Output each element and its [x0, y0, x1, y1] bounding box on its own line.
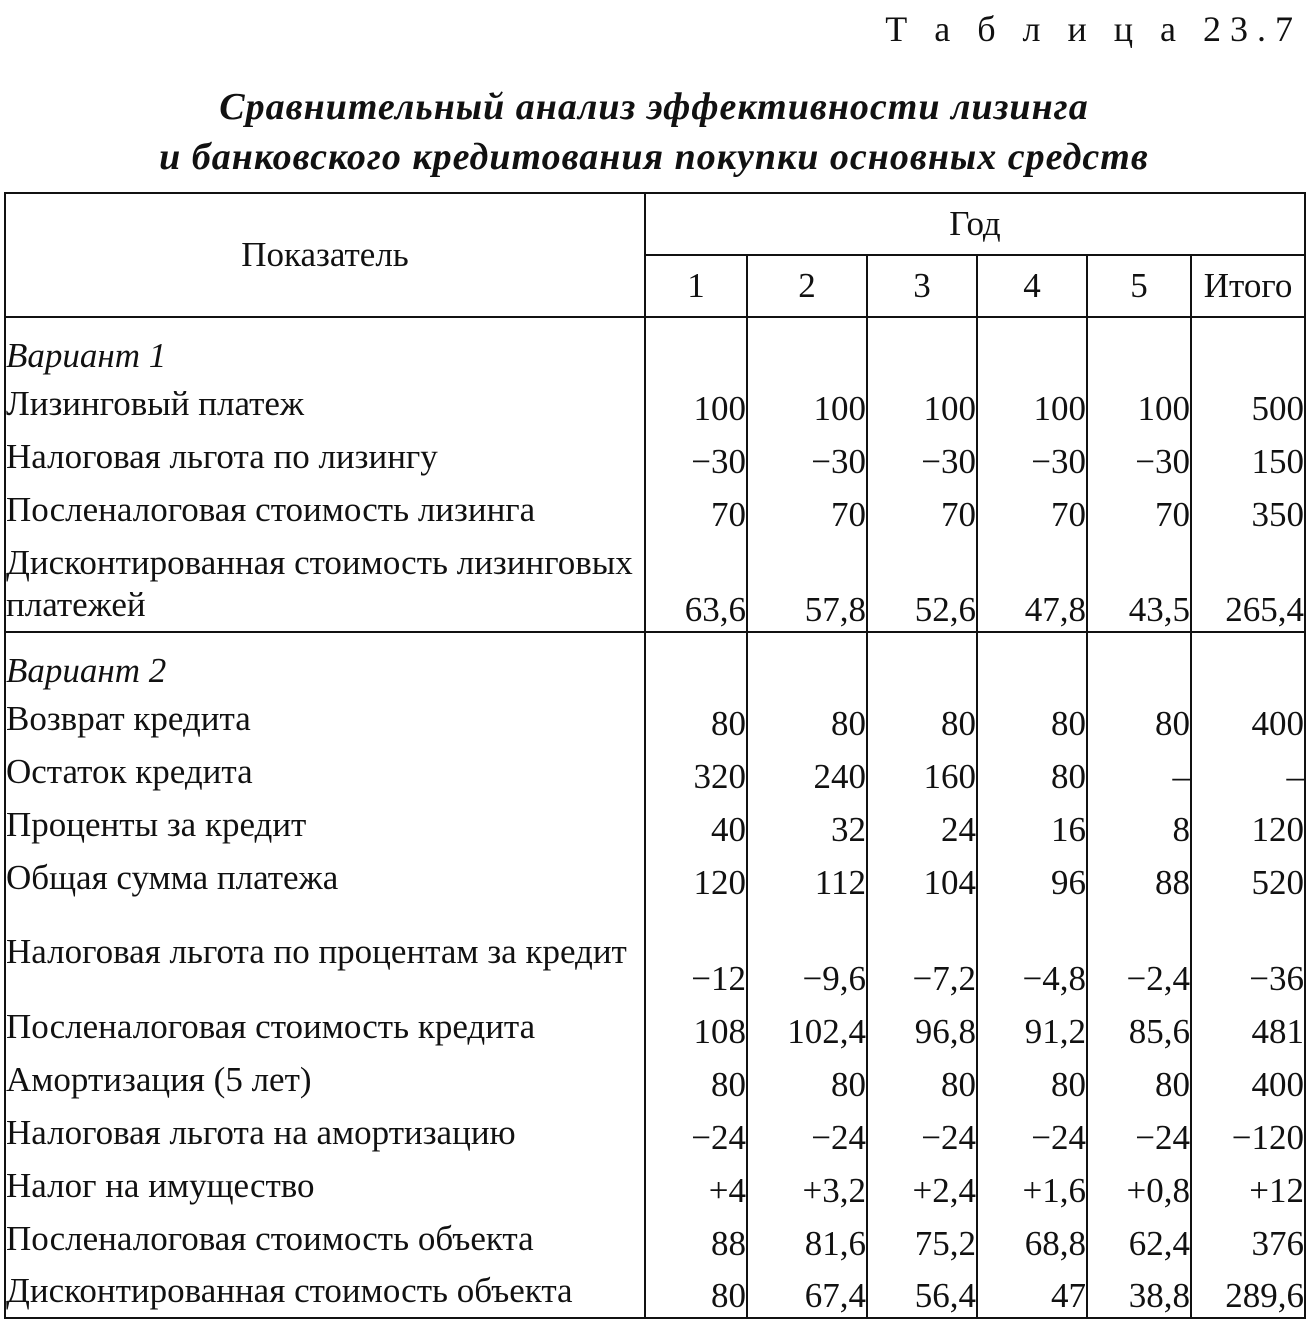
year-value-cell: 63,6 — [645, 536, 747, 632]
empty-cell — [867, 317, 977, 377]
year-value-cell: +4 — [645, 1159, 747, 1212]
year-value-cell: 88 — [645, 1212, 747, 1265]
year-value-cell: 240 — [747, 745, 867, 798]
year-value-cell: 52,6 — [867, 536, 977, 632]
header-year-5: 5 — [1087, 255, 1191, 317]
year-value-cell: 80 — [645, 692, 747, 745]
total-value-cell: −120 — [1231, 1118, 1305, 1157]
total-value-cell: 120 — [1251, 810, 1305, 849]
year-value-cell: −30 — [645, 430, 747, 483]
indicator-name: Налог на имущество — [5, 1159, 645, 1212]
year-value-cell: −4,8 — [977, 904, 1087, 1000]
year-value-cell: 104 — [867, 851, 977, 904]
indicator-name: Возврат кредита — [5, 692, 645, 745]
table-number-label: Т а б л и ц а 23.7 — [885, 9, 1302, 49]
indicator-name: Лизинговый платеж — [5, 377, 645, 430]
year-value-cell: 88 — [1087, 851, 1191, 904]
table-row — [5, 851, 1305, 904]
total-value-cell: 376 — [1251, 1224, 1305, 1263]
header-total: Итого — [1191, 255, 1305, 317]
year-value-cell: 112 — [747, 851, 867, 904]
year-value-cell: 57,8 — [747, 536, 867, 632]
year-value-cell: 100 — [867, 377, 977, 430]
year-value-cell: 100 — [747, 377, 867, 430]
total-value-cell: 265,4 — [1225, 590, 1305, 629]
year-value-cell: −24 — [977, 1106, 1087, 1159]
year-value-cell: 16 — [977, 798, 1087, 851]
year-value-cell: 70 — [747, 483, 867, 536]
year-value-cell: 38,8 — [1087, 1265, 1191, 1318]
empty-cell — [1191, 632, 1305, 692]
year-value-cell: 120 — [645, 851, 747, 904]
year-value-cell: 80 — [645, 1265, 747, 1318]
total-value-cell: 289,6 — [1225, 1276, 1305, 1315]
year-value-cell: 67,4 — [747, 1265, 867, 1318]
year-value-cell: 80 — [867, 1053, 977, 1106]
year-value-cell: −30 — [867, 430, 977, 483]
indicator-name: Налоговая льгота на амортизацию — [5, 1106, 645, 1159]
table-title-line-1: Сравнительный анализ эффективности лизинга — [219, 86, 1089, 128]
variant-label: Вариант 2 — [5, 632, 645, 692]
table-title — [0, 82, 1308, 182]
table-body — [5, 317, 1305, 1318]
variant-label: Вариант 1 — [5, 317, 645, 377]
year-value-cell: – — [1087, 745, 1191, 798]
table-title-line-2: и банковского кредитования покупки основных средств — [159, 136, 1149, 178]
empty-cell — [1087, 317, 1191, 377]
indicator-name: Посленалоговая стоимость объекта — [5, 1212, 645, 1265]
table-row — [5, 1000, 1305, 1053]
table-row — [5, 692, 1305, 745]
indicator-name: Проценты за кредит — [5, 798, 645, 851]
indicator-name: Дисконтированная стоимость объекта — [5, 1265, 645, 1318]
indicator-name: Амортизация (5 лет) — [5, 1053, 645, 1106]
year-value-cell: 80 — [977, 692, 1087, 745]
year-value-cell: +1,6 — [977, 1159, 1087, 1212]
year-value-cell: −24 — [747, 1106, 867, 1159]
year-value-cell: 80 — [1087, 1053, 1191, 1106]
empty-cell — [867, 632, 977, 692]
year-value-cell: 80 — [747, 1053, 867, 1106]
year-value-cell: 80 — [1087, 692, 1191, 745]
empty-cell — [977, 317, 1087, 377]
year-value-cell: 100 — [1087, 377, 1191, 430]
year-value-cell: 160 — [867, 745, 977, 798]
year-value-cell: −30 — [747, 430, 867, 483]
total-value-cell: −36 — [1249, 959, 1305, 998]
year-value-cell: 47 — [977, 1265, 1087, 1318]
header-year-2: 2 — [747, 255, 867, 317]
year-value-cell: 8 — [1087, 798, 1191, 851]
year-value-cell: 75,2 — [867, 1212, 977, 1265]
variant-row — [5, 632, 1305, 692]
total-value-cell: 150 — [1251, 442, 1305, 481]
indicator-name: Общая сумма платежа — [5, 851, 645, 904]
year-value-cell: 24 — [867, 798, 977, 851]
year-value-cell: −2,4 — [1087, 904, 1191, 1000]
year-value-cell: 70 — [645, 483, 747, 536]
total-value-cell: 500 — [1251, 389, 1305, 428]
year-value-cell: 80 — [977, 745, 1087, 798]
year-value-cell: −24 — [645, 1106, 747, 1159]
year-value-cell: 80 — [645, 1053, 747, 1106]
header-indicator: Показатель — [5, 193, 645, 317]
year-value-cell: 320 — [645, 745, 747, 798]
indicator-name: Остаток кредита — [5, 745, 645, 798]
table-row — [5, 1106, 1305, 1159]
empty-cell — [645, 317, 747, 377]
year-value-cell: 47,8 — [977, 536, 1087, 632]
table-row — [5, 1053, 1305, 1106]
year-value-cell: 68,8 — [977, 1212, 1087, 1265]
year-value-cell: 100 — [645, 377, 747, 430]
empty-cell — [645, 632, 747, 692]
year-value-cell: 43,5 — [1087, 536, 1191, 632]
variant-row — [5, 317, 1305, 377]
year-value-cell: 62,4 — [1087, 1212, 1191, 1265]
table-row — [5, 1159, 1305, 1212]
year-value-cell: 70 — [977, 483, 1087, 536]
total-value-cell: 400 — [1251, 1065, 1305, 1104]
empty-cell — [747, 632, 867, 692]
total-value-cell: 350 — [1251, 495, 1305, 534]
table-row — [5, 483, 1305, 536]
table-row — [5, 377, 1305, 430]
year-value-cell: −30 — [977, 430, 1087, 483]
year-value-cell: 102,4 — [747, 1000, 867, 1053]
header-year: Год — [645, 193, 1305, 255]
year-value-cell: −30 — [1087, 430, 1191, 483]
table-row — [5, 745, 1305, 798]
year-value-cell: 81,6 — [747, 1212, 867, 1265]
total-value-cell: 400 — [1251, 704, 1305, 743]
year-value-cell: 91,2 — [977, 1000, 1087, 1053]
year-value-cell: 100 — [977, 377, 1087, 430]
header-year-4: 4 — [977, 255, 1087, 317]
total-value-cell: 481 — [1251, 1012, 1305, 1051]
year-value-cell: 32 — [747, 798, 867, 851]
year-value-cell: +0,8 — [1087, 1159, 1191, 1212]
total-value-cell: 520 — [1251, 863, 1305, 902]
table-row — [5, 1265, 1305, 1318]
indicator-name: Посленалоговая стоимость лизинга — [5, 483, 645, 536]
empty-cell — [1087, 632, 1191, 692]
year-value-cell: 108 — [645, 1000, 747, 1053]
empty-cell — [1191, 317, 1305, 377]
indicator-name: Посленалоговая стоимость кредита — [5, 1000, 645, 1053]
year-value-cell: 85,6 — [1087, 1000, 1191, 1053]
year-value-cell: −12 — [645, 904, 747, 1000]
year-value-cell: 80 — [977, 1053, 1087, 1106]
total-value-cell: +12 — [1249, 1171, 1305, 1210]
indicator-name: Налоговая льгота по лизингу — [5, 430, 645, 483]
year-value-cell: 40 — [645, 798, 747, 851]
year-value-cell: 80 — [747, 692, 867, 745]
year-value-cell: 80 — [867, 692, 977, 745]
indicator-name: Налоговая льгота по процентам за кредит — [5, 904, 645, 1000]
table-row — [5, 798, 1305, 851]
year-value-cell: 96,8 — [867, 1000, 977, 1053]
indicator-name: Дисконтированная стоимость лизинговых платежей — [5, 536, 645, 632]
header-year-3: 3 — [867, 255, 977, 317]
table-row — [5, 904, 1305, 1000]
comparison-table — [4, 192, 1306, 1319]
year-value-cell: +2,4 — [867, 1159, 977, 1212]
year-value-cell: −24 — [1087, 1106, 1191, 1159]
year-value-cell: −24 — [867, 1106, 977, 1159]
table-row — [5, 1212, 1305, 1265]
year-value-cell: 70 — [867, 483, 977, 536]
year-value-cell: 96 — [977, 851, 1087, 904]
empty-cell — [977, 632, 1087, 692]
year-value-cell: 70 — [1087, 483, 1191, 536]
year-value-cell: 56,4 — [867, 1265, 977, 1318]
table-row — [5, 536, 1305, 632]
year-value-cell: −9,6 — [747, 904, 867, 1000]
total-value-cell: – — [1286, 757, 1305, 796]
year-value-cell: −7,2 — [867, 904, 977, 1000]
table-row — [5, 430, 1305, 483]
header-year-1: 1 — [645, 255, 747, 317]
year-value-cell: +3,2 — [747, 1159, 867, 1212]
empty-cell — [747, 317, 867, 377]
